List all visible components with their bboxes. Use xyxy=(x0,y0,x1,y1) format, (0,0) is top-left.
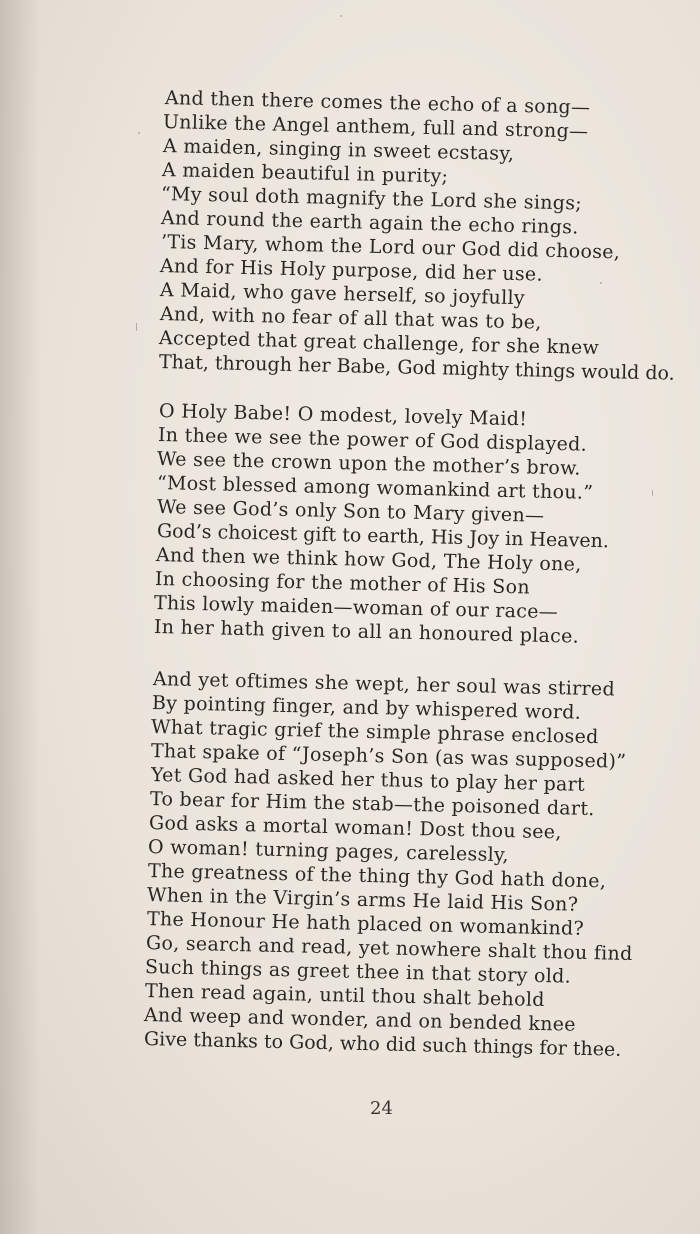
poem-line: The greatness of the thing thy God hath done, xyxy=(147,860,607,893)
poem-line: We see the crown upon the mother’s brow. xyxy=(156,448,582,480)
poem-line: And yet oftimes she wept, her soul was stirred xyxy=(152,668,616,701)
poem-line: What tragic grief the simple phrase enclosed xyxy=(150,716,599,749)
poem-line: Accepted that great challenge, for she knew xyxy=(158,327,600,359)
poem-line: That spake of “Joseph’s Son (as was supposed)” xyxy=(150,740,627,773)
page-number: 24 xyxy=(370,1098,393,1119)
poem-line: O Holy Babe! O modest, lovely Maid! xyxy=(158,400,528,431)
poem-line: Then read again, until thou shalt behold xyxy=(144,980,545,1012)
poem-line: “My soul doth magnify the Lord she sings; xyxy=(160,183,583,215)
poem-line: In thee we see the power of God displayed. xyxy=(157,424,588,456)
poem-line: In her hath given to all an honoured place. xyxy=(153,616,580,648)
poem-line: ’Tis Mary, whom the Lord our God did choose, xyxy=(160,231,621,264)
poem-line: And, with no fear of all that was to be, xyxy=(159,303,542,334)
poem-line: The Honour He hath placed on womankind? xyxy=(146,908,585,940)
poem-line: This lowly maiden—woman of our race— xyxy=(153,592,559,624)
poem-line: A maiden, singing in sweet ecstasy, xyxy=(162,135,515,165)
poem-line: In choosing for the mother of His Son xyxy=(154,568,531,599)
paper-speck xyxy=(340,15,342,17)
poem-line: And round the earth again the echo rings. xyxy=(160,207,579,239)
poem-line: That, through her Babe, God mighty things would do. xyxy=(158,351,675,385)
paper-speck xyxy=(136,323,137,331)
poem-line: To bear for Him the stab—the poisoned dart. xyxy=(149,788,595,821)
poem-line: A Maid, who gave herself, so joyfully xyxy=(159,279,526,310)
poem-line: When in the Virgin’s arms He laid His Son? xyxy=(146,884,579,916)
paper-speck xyxy=(600,282,602,284)
poem-line: Go, search and read, yet nowhere shalt thou find xyxy=(145,932,633,966)
poem-line: “Most blessed among womankind art thou.” xyxy=(156,472,594,504)
poem-line: God asks a mortal woman! Dost thou see, xyxy=(148,812,562,844)
paper-speck xyxy=(652,490,653,496)
poem-line: Such things as greet thee in that story old. xyxy=(144,956,572,988)
poem-line: O woman! turning pages, carelessly, xyxy=(147,836,510,867)
poem-line: And weep and wonder, and on bended knee xyxy=(143,1004,577,1036)
poem-line: God’s choicest gift to earth, His Joy in Heaven. xyxy=(156,520,610,553)
poem-line: And for His Holy purpose, did her use. xyxy=(159,255,544,286)
poem-line: A maiden beautiful in purity; xyxy=(161,159,449,188)
poem-line: We see God’s only Son to Mary given— xyxy=(156,496,545,527)
poem-line: Yet God had asked her thus to play her part xyxy=(150,764,586,796)
poem-line: Unlike the Angel anthem, full and strong— xyxy=(162,111,589,143)
poem-line: And then there comes the echo of a song— xyxy=(164,87,591,119)
poem-line: And then we think how God, The Holy one, xyxy=(155,544,582,576)
poem-line: By pointing finger, and by whispered word. xyxy=(151,692,582,724)
poem-line: Give thanks to God, who did such things for thee. xyxy=(143,1028,622,1061)
paper-speck xyxy=(138,132,140,134)
